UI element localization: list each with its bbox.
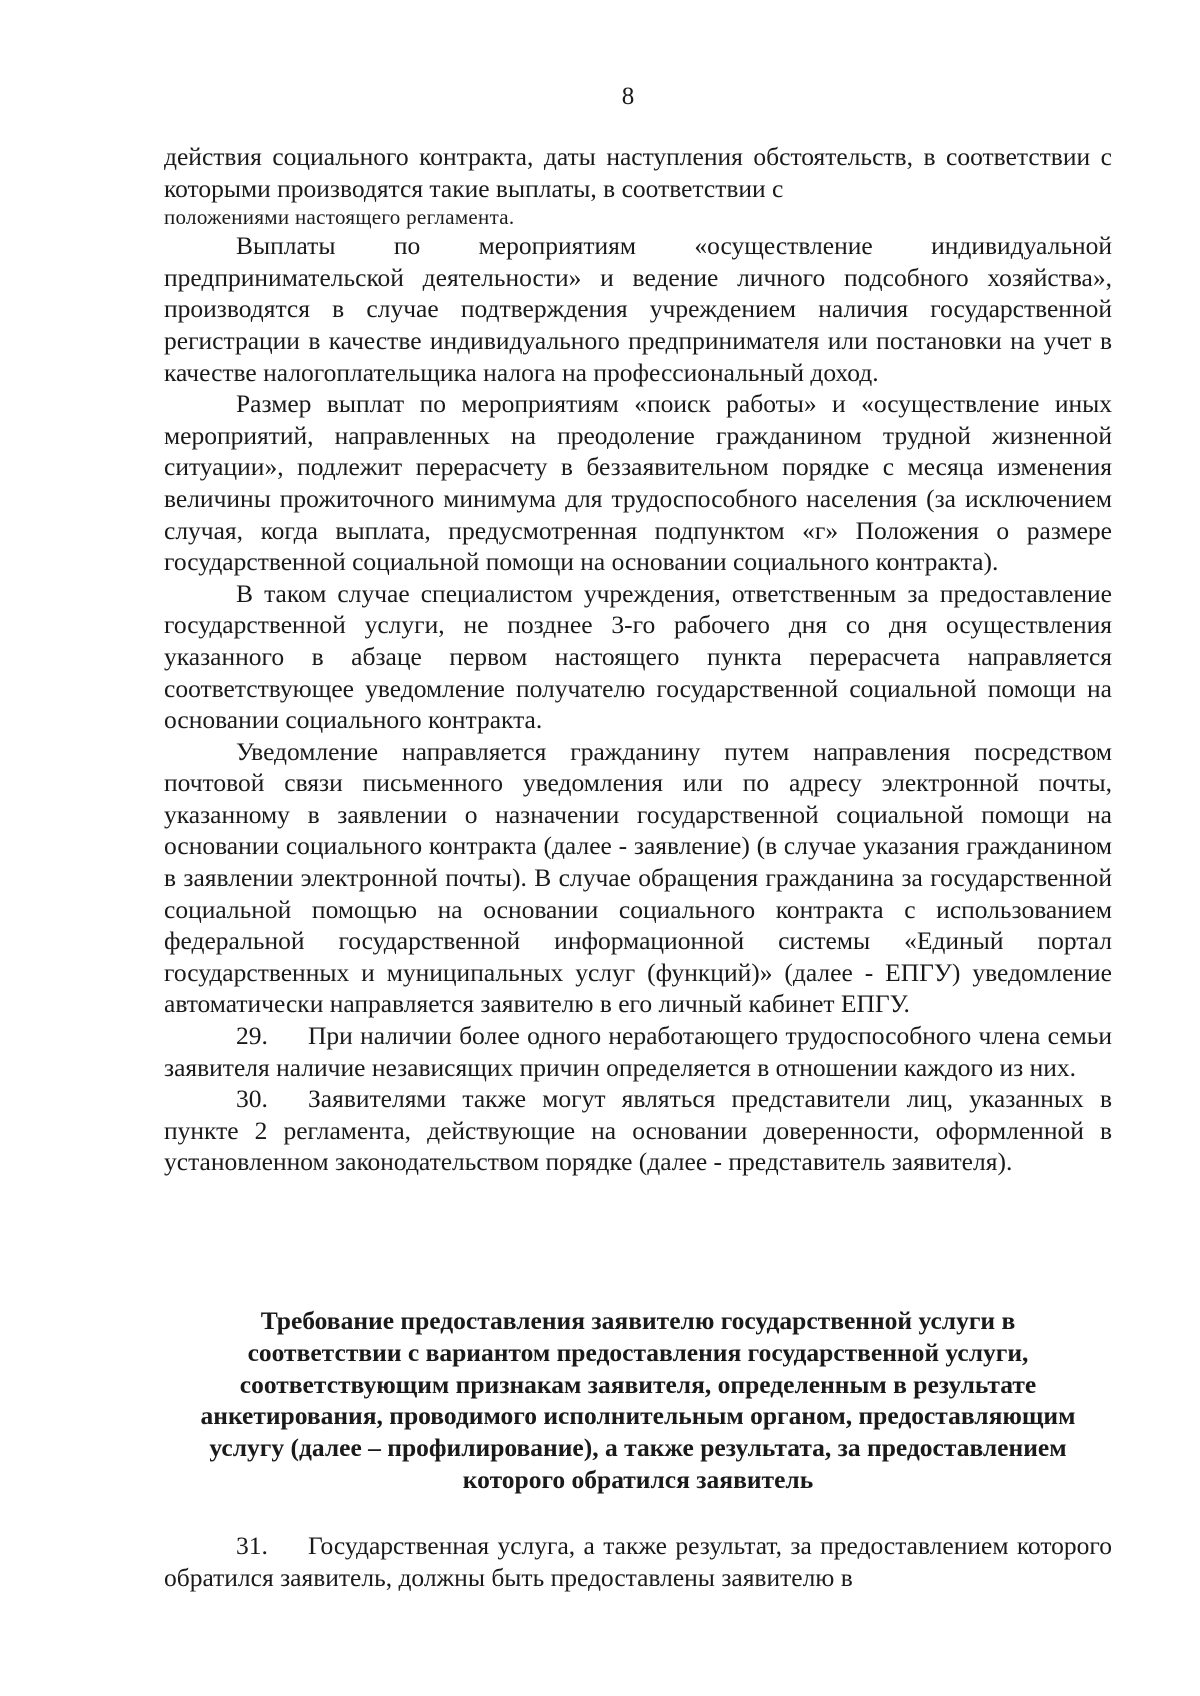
heading-line: анкетирования, проводимого исполнительным органом, предоставляющим: [200, 1401, 1076, 1431]
heading-line: соответствии с вариантом предоставления государственной услуги,: [247, 1337, 1029, 1367]
paragraph: [164, 736, 1112, 1020]
numbered-paragraph-29: [164, 1020, 1112, 1083]
heading-line: которого обратился заявитель: [462, 1464, 814, 1494]
heading-line: Требование предоставления заявителю государственной услуги в: [260, 1306, 1016, 1335]
paragraph-number: 30.: [236, 1084, 268, 1114]
paragraph-text: В таком случае специалистом учреждения, ответственным за предоставление государственной услуги, не позднее 3-го рабочего дня со дня осуществления указанного в абзаце первом настоящего пункта перерасчета направляется соответствующее уведомление получателю государственной социальной помощи на основании социального контракта.: [164, 578, 1112, 735]
paragraph-text: Государственная услуга, а также результат, за предоставлением которого обратился заявитель, должны быть предоставлены заявителю в: [164, 1531, 1112, 1592]
numbered-paragraph-31: [164, 1530, 1112, 1593]
paragraph-number: 31.: [236, 1531, 268, 1560]
paragraph-text: При наличии более одного неработающего трудоспособного члена семьи заявителя наличие независящих причин определяется в отношении каждого из них.: [164, 1021, 1112, 1082]
paragraph-continuation: [164, 141, 1112, 204]
paragraph-text: Размер выплат по мероприятиям «поиск работы» и «осуществление иных мероприятий, направленных на преодоление гражданином трудной жизненной ситуации», подлежит перерасчету в беззаявительном порядке с месяца изменения величины прожиточного минимума для трудоспособного населения (за исключением случая, когда выплата, предусмотренная подпунктом «г» Положения о размере государственной социальной помощи на основании социального контракта).: [164, 389, 1112, 577]
paragraph-text: Заявителями также могут являться представители лиц, указанных в пункте 2 регламента, действующие на основании доверенности, оформленной в установленном законодательством порядке (далее - представитель заявителя).: [164, 1084, 1112, 1177]
paragraph-continuation-tail: [164, 204, 1112, 230]
page-number: 8: [621, 83, 635, 110]
heading-line: услугу (далее – профилирование), а также результата, за предоставлением: [209, 1433, 1067, 1463]
document-body-continued: [164, 1530, 1112, 1593]
paragraph: [164, 578, 1112, 736]
paragraph: [164, 230, 1112, 388]
paragraph-text: положениями настоящего регламента.: [164, 205, 515, 230]
section-heading: [164, 1305, 1112, 1496]
paragraph: [164, 388, 1112, 578]
numbered-paragraph-30: [164, 1083, 1112, 1178]
document-body: [164, 141, 1112, 1178]
heading-line: соответствующим признакам заявителя, определенным в результате: [239, 1369, 1037, 1399]
paragraph-text: Уведомление направляется гражданину путем направления посредством почтовой связи письменного уведомления или по адресу электронной почты, указанному в заявлении о назначении государственной социальной помощи на основании социального контракта (далее - заявление) (в случае указания гражданином в заявлении электронной почты). В случае обращения гражданина за государственной социальной помощью на основании социального контракта с использованием федеральной государственной информационной системы «Единый портал государственных и муниципальных услуг (функций)» (далее - ЕПГУ) уведомление автоматически направляется заявителю в его личный кабинет ЕПГУ.: [164, 736, 1112, 1019]
paragraph-text: действия социального контракта, даты наступления обстоятельств, в соответствии с которыми производятся такие выплаты, в соответствии с: [164, 142, 1112, 203]
paragraph-text: Выплаты по мероприятиям «осуществление индивидуальной предпринимательской деятельности» и ведение личного подсобного хозяйства», производятся в случае подтверждения учреждением наличия государственной регистрации в качестве индивидуального предпринимателя или постановки на учет в качестве налогоплательщика налога на профессиональный доход.: [164, 231, 1112, 387]
paragraph-number: 29.: [236, 1021, 268, 1051]
